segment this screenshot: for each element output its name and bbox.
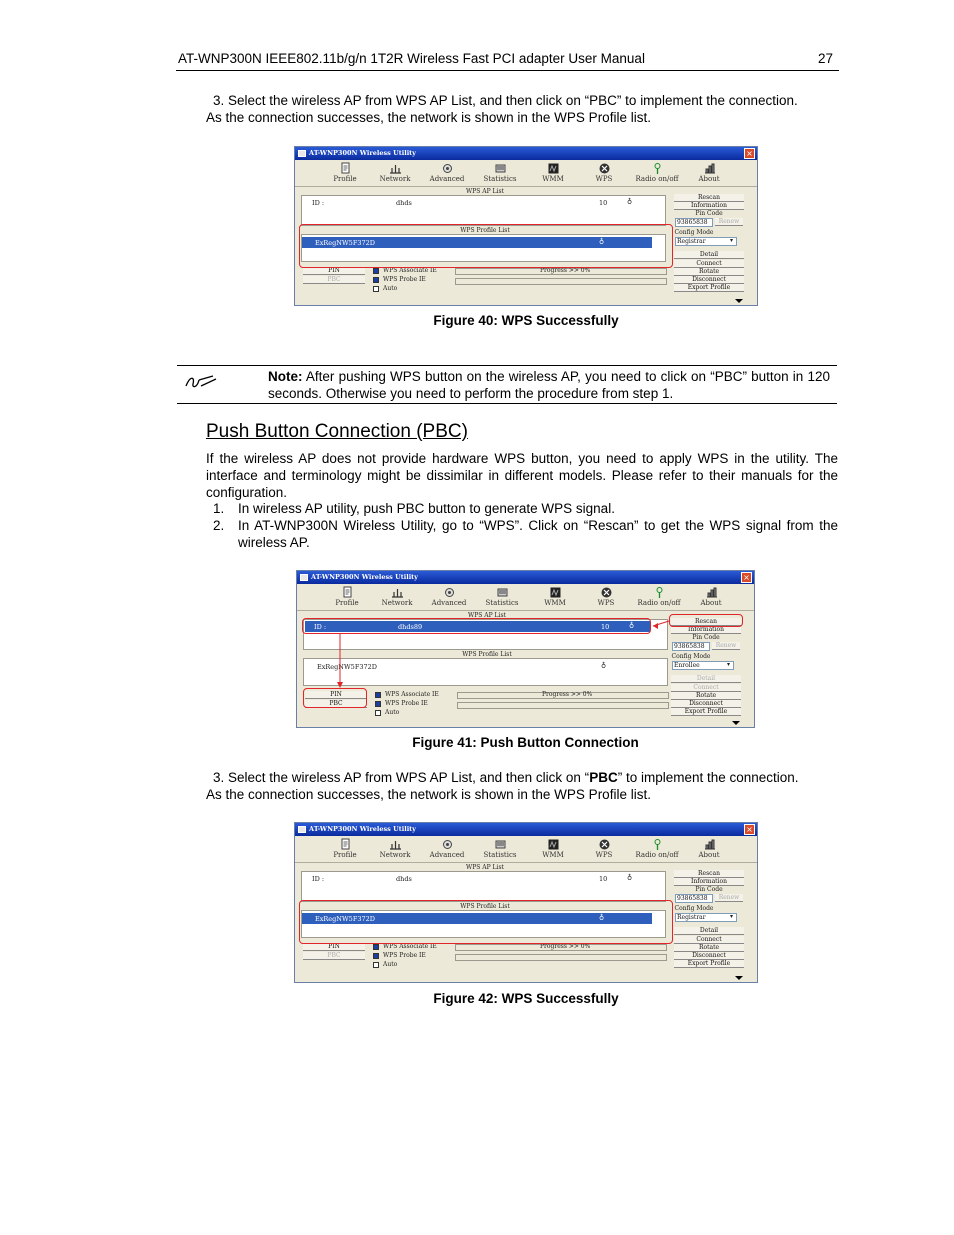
note-label: Note: [268, 369, 303, 384]
wps-lock-icon: ♁ [627, 873, 633, 881]
title-bar [295, 147, 757, 160]
progress-text: Progress >> 0% [540, 267, 591, 274]
wmm-icon [547, 162, 560, 175]
wps-ap-list-label: WPS AP List [466, 188, 504, 195]
config-mode-label: Config Mode [671, 653, 711, 660]
toolbar-label: WMM [544, 599, 566, 607]
toolbar-wps[interactable] [582, 838, 626, 860]
status-bar [455, 278, 667, 285]
pbc-button[interactable]: PBC [303, 276, 365, 284]
toolbar-network[interactable] [375, 586, 419, 608]
config-mode-select[interactable]: Registrar [675, 237, 737, 246]
step2-number: 2. [213, 518, 225, 533]
toolbar-wps[interactable] [582, 162, 626, 184]
profile-icon [341, 586, 354, 599]
wps-ap-list-label: WPS AP List [466, 864, 504, 871]
scroll-down-icon[interactable] [735, 976, 743, 980]
ap-channel: 10 [599, 875, 608, 883]
about-icon [703, 162, 716, 175]
close-button[interactable]: × [741, 572, 752, 583]
status-bar [455, 954, 667, 961]
disconnect-button[interactable]: Disconnect [671, 700, 741, 708]
rescan-button[interactable]: Rescan [674, 194, 744, 202]
rotate-button[interactable]: Rotate [674, 268, 744, 276]
wps-profile-list-label: WPS Profile List [460, 903, 510, 910]
export-profile-button[interactable]: Export Profile [671, 708, 741, 716]
toolbar-label: Advanced [429, 851, 465, 859]
toolbar-label: About [698, 851, 720, 859]
checkbox-probe[interactable] [373, 953, 379, 959]
progress-text: Progress >> 0% [540, 943, 591, 950]
toolbar-label: Profile [335, 599, 359, 607]
profile-icon [339, 162, 352, 175]
wps-icon [598, 838, 611, 851]
toolbar-label: Statistics [483, 851, 517, 859]
page-header [176, 50, 839, 71]
toolbar-label: Radio on/off [635, 175, 679, 183]
section-heading: Push Button Connection (PBC) [206, 421, 468, 442]
rotate-button[interactable]: Rotate [674, 944, 744, 952]
wmm-icon [547, 838, 560, 851]
pin-code-field[interactable]: 93865838 [675, 894, 713, 903]
radio-icon [651, 838, 664, 851]
connect-button[interactable]: Connect [671, 684, 741, 692]
config-mode-select[interactable]: Enrollee [672, 661, 734, 670]
profile-entry: ExRegNW5F372D [315, 239, 375, 247]
close-button[interactable]: × [744, 148, 755, 159]
toolbar-label: Network [379, 175, 411, 183]
information-button[interactable]: Information [674, 878, 744, 886]
note-body: After pushing WPS button on the wireless AP, you need to click on “PBC” button in 120 seconds. Otherwise you need to perform the procedure from step 1. [268, 369, 830, 401]
window-title: AT-WNP300N Wireless Utility [309, 825, 416, 833]
figure42-caption: Figure 42: WPS Successfully [433, 991, 619, 1006]
page-number: 27 [817, 51, 833, 66]
network-icon [391, 586, 404, 599]
information-button[interactable]: Information [674, 202, 744, 210]
highlight-ap-row [302, 618, 651, 634]
wps-ap-list-label: WPS AP List [468, 612, 506, 619]
chevron-down-icon: ▾ [730, 237, 734, 244]
profile-lock-icon: ♁ [601, 661, 607, 669]
toolbar-profile[interactable] [325, 586, 369, 608]
detail-button[interactable]: Detail [674, 927, 744, 935]
toolbar-label: Radio on/off [637, 599, 681, 607]
renew-button[interactable]: Renew [715, 894, 743, 902]
checkbox-label-auto: Auto [383, 961, 398, 968]
chevron-down-icon: ▾ [727, 661, 731, 668]
ap-id: ID : [314, 623, 327, 631]
toolbar-about[interactable] [687, 162, 731, 184]
checkbox-label-auto: Auto [383, 285, 398, 292]
toolbar-label: WPS [597, 599, 615, 607]
pin-code-label: Pin Code [692, 634, 720, 641]
highlight-profile-list [299, 900, 673, 944]
figure41-caption: Figure 41: Push Button Connection [412, 735, 639, 750]
toolbar-label: WMM [542, 851, 564, 859]
toolbar-label: Advanced [431, 599, 467, 607]
detail-button[interactable]: Detail [674, 251, 744, 259]
export-profile-button[interactable]: Export Profile [674, 960, 744, 968]
wps-icon [598, 162, 611, 175]
toolbar-label: WPS [595, 175, 613, 183]
toolbar-wmm[interactable] [533, 586, 577, 608]
toolbar-statistics[interactable] [478, 162, 522, 184]
toolbar-separator [297, 610, 754, 611]
detail-button[interactable]: Detail [671, 675, 741, 683]
toolbar-wmm[interactable] [531, 838, 575, 860]
note-pencil-icon [183, 370, 221, 392]
checkbox-label-auto: Auto [385, 709, 400, 716]
step1-number: 1. [213, 501, 225, 516]
title-bar [297, 571, 754, 584]
network-icon [389, 838, 402, 851]
toolbar-label: Network [379, 851, 411, 859]
checkbox-auto[interactable] [373, 962, 379, 968]
config-mode-select[interactable]: Registrar [675, 913, 737, 922]
advanced-icon [441, 162, 454, 175]
wps-icon [600, 586, 613, 599]
highlight-profile-list [299, 224, 673, 268]
scroll-down-icon[interactable] [735, 299, 743, 303]
step2-text: In AT-WNP300N Wireless Utility, go to “WPS”. Click on “Rescan” to get the WPS signal from the wireless AP. [238, 518, 838, 550]
pbc-button[interactable]: PBC [305, 700, 367, 708]
note-bottom-rule [177, 403, 837, 404]
rescan-button[interactable]: Rescan [674, 870, 744, 878]
title-bar [295, 823, 757, 836]
toolbar-network[interactable] [373, 162, 417, 184]
app-icon [298, 150, 306, 157]
toolbar-network[interactable] [373, 838, 417, 860]
pin-code-label: Pin Code [695, 210, 723, 217]
toolbar-label: WMM [542, 175, 564, 183]
highlight-rescan [669, 614, 743, 627]
profile-lock-icon: ♁ [599, 237, 605, 245]
step3-line2: As the connection successes, the network is shown in the WPS Profile list. [206, 110, 651, 125]
statistics-icon [494, 838, 507, 851]
toolbar-advanced[interactable] [425, 838, 469, 860]
profile-entry: ExRegNW5F372D [317, 663, 377, 671]
toolbar-about[interactable] [689, 586, 733, 608]
toolbar-label: Advanced [429, 175, 465, 183]
highlight-pbc [303, 688, 367, 708]
toolbar-radio-on-off[interactable] [635, 162, 679, 184]
about-icon [705, 586, 718, 599]
profile-entry: ExRegNW5F372D [315, 915, 375, 923]
toolbar-label: Network [381, 599, 413, 607]
checkbox-probe[interactable] [375, 701, 381, 707]
checkbox-label-associate: WPS Associate IE [385, 691, 439, 698]
export-profile-button[interactable]: Export Profile [674, 284, 744, 292]
checkbox-label-probe: WPS Probe IE [383, 276, 426, 283]
wmm-icon [549, 586, 562, 599]
wps-lock-icon: ♁ [627, 197, 633, 205]
rotate-button[interactable]: Rotate [671, 692, 741, 700]
ap-id: ID : [312, 875, 325, 883]
network-icon [389, 162, 402, 175]
toolbar-label: About [698, 175, 720, 183]
config-mode-label: Config Mode [674, 905, 714, 912]
ap-ssid: dhds [396, 199, 412, 207]
config-mode-label: Config Mode [674, 229, 714, 236]
renew-button[interactable]: Renew [712, 642, 740, 650]
profile-icon [339, 838, 352, 851]
app-icon [300, 574, 308, 581]
section-intro: If the wireless AP does not provide hardware WPS button, you need to apply WPS in the utility. The interface and terminology might be dissimilar in different models. Please refer to their manuals for the configuration. [206, 451, 838, 500]
rescan-button[interactable]: Rescan [671, 618, 741, 626]
advanced-icon [443, 586, 456, 599]
profile-lock-icon: ♁ [599, 913, 605, 921]
step3b-bold: PBC [589, 770, 618, 785]
ap-id: ID : [312, 199, 325, 207]
step3b-post: ” to implement the connection. [617, 770, 799, 785]
radio-icon [651, 162, 664, 175]
window-title: AT-WNP300N Wireless Utility [309, 149, 416, 157]
toolbar-label: Radio on/off [635, 851, 679, 859]
ap-ssid: dhds89 [398, 623, 423, 631]
figure40-caption: Figure 40: WPS Successfully [433, 313, 619, 328]
status-bar [457, 702, 669, 709]
step1-text: In wireless AP utility, push PBC button to generate WPS signal. [238, 501, 615, 516]
pin-code-label: Pin Code [695, 886, 723, 893]
progress-text: Progress >> 0% [542, 691, 593, 698]
statistics-icon [494, 162, 507, 175]
scroll-down-icon[interactable] [732, 721, 740, 725]
wps-utility-window-fig40 [294, 146, 758, 306]
wps-profile-list-label: WPS Profile List [460, 227, 510, 234]
checkbox-auto[interactable] [375, 710, 381, 716]
wps-ap-list[interactable] [301, 871, 666, 902]
toolbar-separator [295, 186, 757, 187]
pbc-button[interactable]: PBC [303, 952, 365, 960]
pin-code-field[interactable]: 93865838 [675, 218, 713, 227]
pin-button[interactable]: PIN [303, 943, 365, 951]
ap-channel: 10 [601, 623, 610, 631]
checkbox-label-associate: WPS Associate IE [383, 267, 437, 274]
checkbox-associate[interactable] [375, 692, 381, 698]
note-text [268, 368, 830, 402]
advanced-icon [441, 838, 454, 851]
toolbar-radio-on-off[interactable] [635, 838, 679, 860]
close-button[interactable]: × [744, 824, 755, 835]
toolbar-advanced[interactable] [425, 162, 469, 184]
wps-lock-icon: ♁ [629, 621, 635, 629]
toolbar-label: Profile [333, 851, 357, 859]
toolbar-label: Statistics [483, 175, 517, 183]
toolbar-label: Profile [333, 175, 357, 183]
toolbar-radio-on-off[interactable] [637, 586, 681, 608]
checkbox-probe[interactable] [373, 277, 379, 283]
toolbar-label: Statistics [485, 599, 519, 607]
pin-code-field[interactable]: 93865838 [672, 642, 710, 651]
ap-channel: 10 [599, 199, 608, 207]
note-top-rule [177, 365, 837, 366]
connect-button[interactable]: Connect [674, 936, 744, 944]
connect-button[interactable]: Connect [674, 260, 744, 268]
disconnect-button[interactable]: Disconnect [674, 952, 744, 960]
checkbox-associate[interactable] [373, 944, 379, 950]
toolbar-label: About [700, 599, 722, 607]
toolbar-advanced[interactable] [427, 586, 471, 608]
pin-button[interactable]: PIN [303, 267, 365, 275]
wps-utility-window-fig41 [296, 570, 755, 728]
checkbox-label-associate: WPS Associate IE [383, 943, 437, 950]
app-icon [298, 826, 306, 833]
checkbox-label-probe: WPS Probe IE [385, 700, 428, 707]
statistics-icon [496, 586, 509, 599]
pin-button[interactable]: PIN [305, 691, 367, 699]
toolbar-statistics[interactable] [478, 838, 522, 860]
toolbar-profile[interactable] [323, 162, 367, 184]
toolbar-label: WPS [595, 851, 613, 859]
wps-profile-list-label: WPS Profile List [462, 651, 512, 658]
step3b-line1 [213, 769, 799, 786]
chevron-down-icon: ▾ [730, 913, 734, 920]
radio-icon [653, 586, 666, 599]
toolbar-profile[interactable] [323, 838, 367, 860]
manual-title: AT-WNP300N IEEE802.11b/g/n 1T2R Wireless Fast PCI adapter User Manual [178, 51, 645, 66]
wps-utility-window-fig42 [294, 822, 758, 983]
renew-button[interactable]: Renew [715, 218, 743, 226]
window-title: AT-WNP300N Wireless Utility [311, 573, 418, 581]
checkbox-associate[interactable] [373, 268, 379, 274]
toolbar-wmm[interactable] [531, 162, 575, 184]
toolbar-statistics[interactable] [480, 586, 524, 608]
step3b-line2: As the connection successes, the network is shown in the WPS Profile list. [206, 787, 651, 802]
step3-line1: 3. Select the wireless AP from WPS AP List, and then click on “PBC” to implement the connection. [213, 93, 798, 108]
ap-ssid: dhds [396, 875, 412, 883]
toolbar-separator [295, 862, 757, 863]
toolbar-about[interactable] [687, 838, 731, 860]
information-button[interactable]: Information [671, 626, 741, 634]
checkbox-auto[interactable] [373, 286, 379, 292]
about-icon [703, 838, 716, 851]
wps-ap-list[interactable] [301, 195, 666, 226]
disconnect-button[interactable]: Disconnect [674, 276, 744, 284]
toolbar-wps[interactable] [584, 586, 628, 608]
checkbox-label-probe: WPS Probe IE [383, 952, 426, 959]
step3b-pre: 3. Select the wireless AP from WPS AP List, and then click on “ [213, 770, 590, 785]
